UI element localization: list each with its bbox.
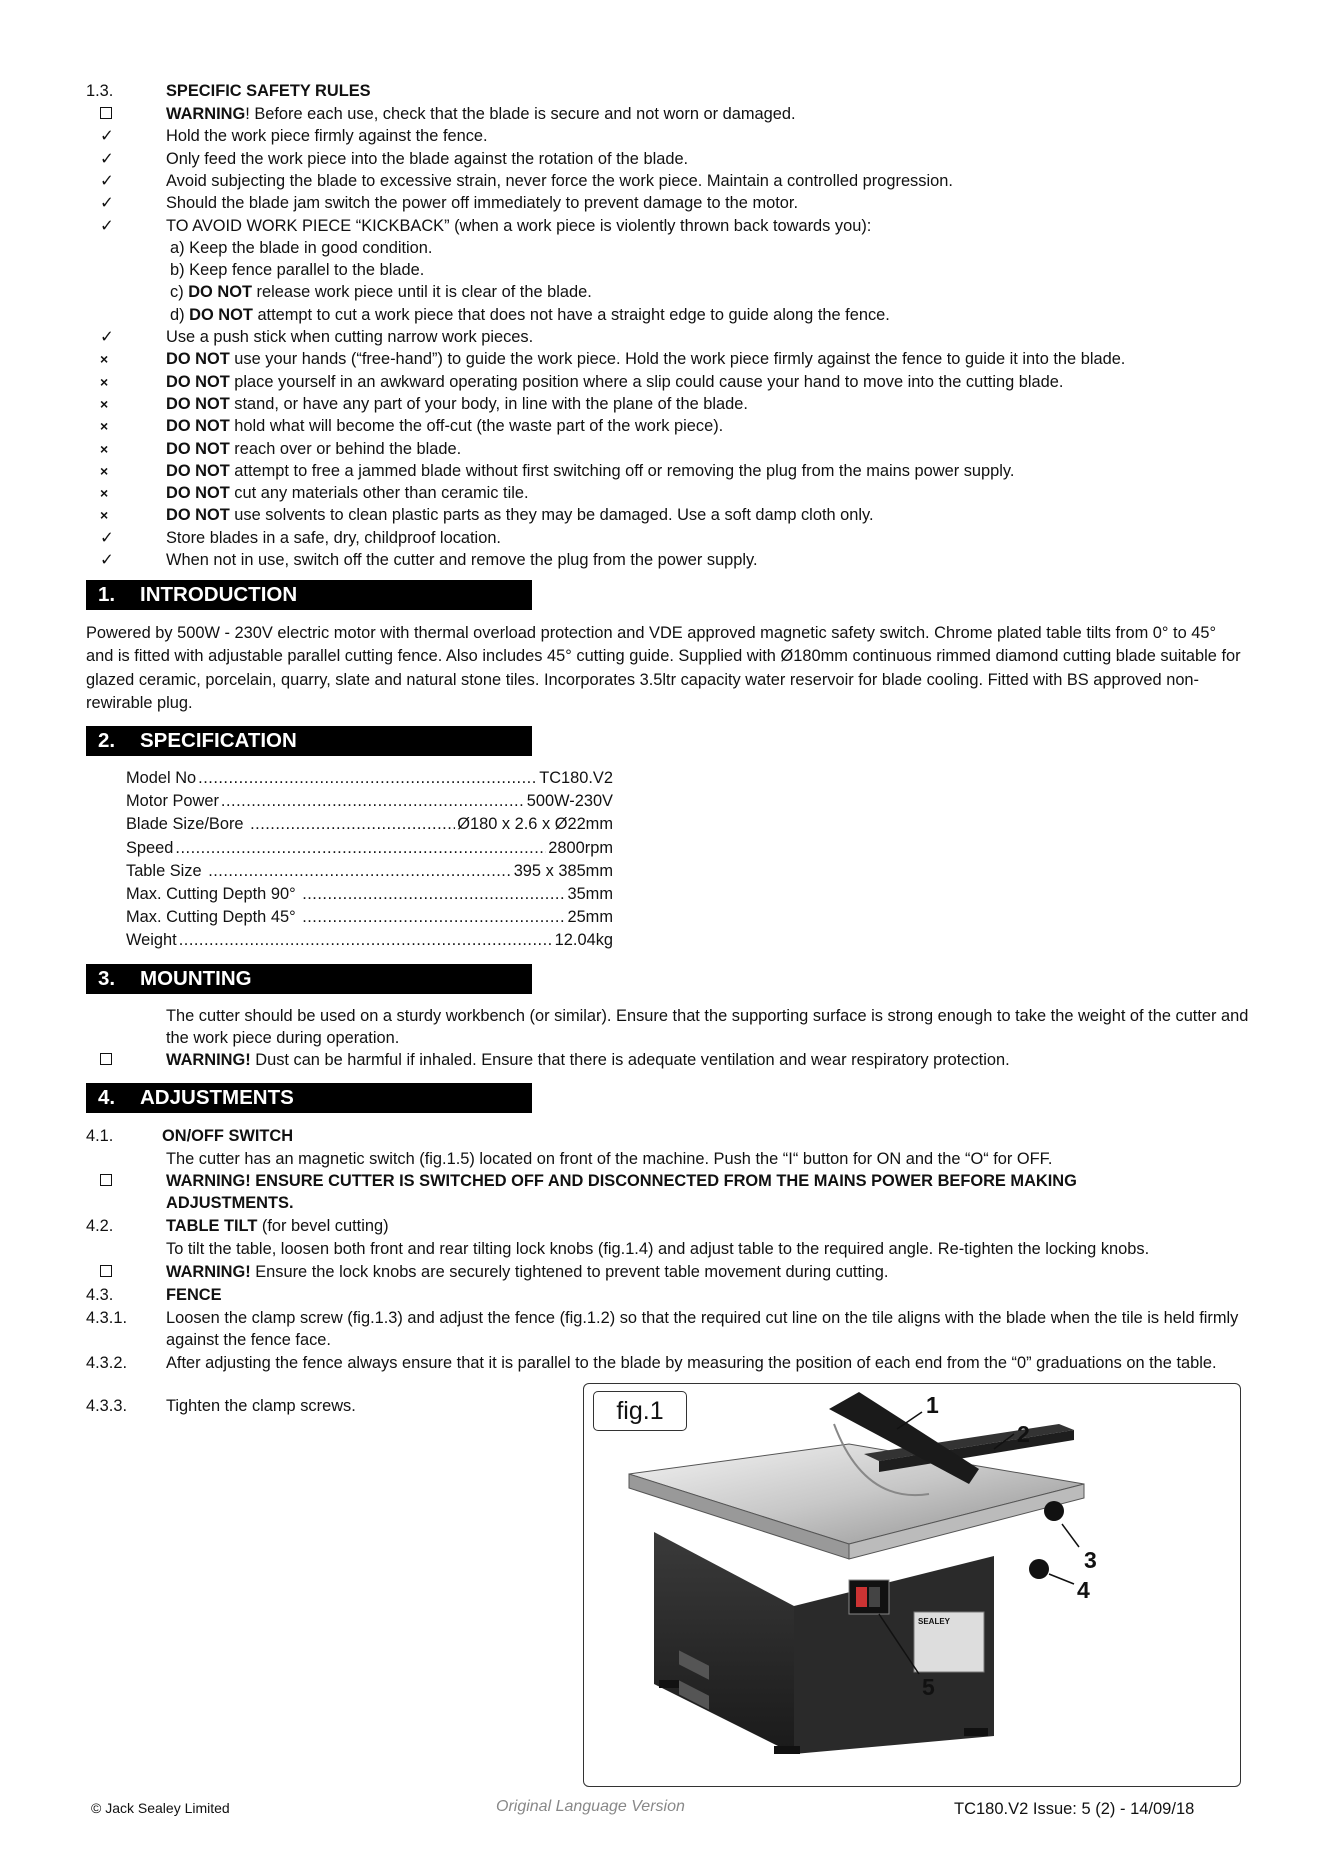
- rule-text: [166, 371, 1063, 393]
- rule-text: [166, 192, 798, 214]
- warning-text: WARNING! ENSURE CUTTER IS SWITCHED OFF AND DISCONNECTED FROM THE MAINS POWER BEFORE MAKING: [166, 1172, 1077, 1190]
- dot-leader: [250, 813, 455, 836]
- rule-body: Keep the blade in good condition.: [189, 238, 433, 257]
- subitem-letter: b): [170, 261, 190, 280]
- warning-label: WARNING!: [166, 1263, 251, 1281]
- rule-body: use your hands (“free-hand”) to guide the work piece. Hold the work piece firmly against the fence to guide it into the blade.: [229, 350, 1126, 369]
- check-icon: ✓: [100, 328, 114, 346]
- section-number: 2.: [98, 729, 116, 752]
- check-icon: ✓: [100, 216, 114, 235]
- rule-body: Hold the work piece firmly against the fence.: [166, 127, 488, 146]
- spec-label: Weight: [126, 931, 177, 950]
- callout-3: 3: [1084, 1547, 1097, 1573]
- spec-row: [126, 790, 613, 813]
- spec-row: [126, 813, 613, 836]
- rule-body: ! Before each use, check that the blade is secure and not worn or damaged.: [245, 105, 796, 123]
- spec-row: [126, 906, 613, 929]
- figure-label: fig.1: [593, 1391, 687, 1431]
- spec-value: 395 x 385mm: [513, 861, 613, 880]
- rule-body: use solvents to clean plastic parts as they may be damaged. Use a soft damp cloth only.: [229, 506, 874, 525]
- rule-body: Store blades in a safe, dry, childproof location.: [166, 528, 501, 547]
- check-icon: ✓: [100, 149, 114, 168]
- paragraph-text: To tilt the table, loosen both front and rear tilting lock knobs (fig.1.4) and adjust table to the required angle. Re-tighten the locking knobs.: [166, 1240, 1150, 1258]
- callout-1: 1: [926, 1392, 939, 1418]
- rule-text: [166, 170, 953, 192]
- spec-label: Blade Size/Bore: [126, 815, 249, 834]
- spec-value: 35mm: [567, 884, 613, 903]
- section-number: 4.: [98, 1086, 116, 1109]
- spec-value: 25mm: [567, 908, 613, 927]
- spec-label: Max. Cutting Depth 45°: [126, 908, 301, 927]
- section-title: SPECIFIC SAFETY RULES: [166, 82, 371, 100]
- check-icon: ✓: [100, 194, 114, 213]
- rule-emphasis: DO NOT: [166, 484, 230, 503]
- section-title: SPECIFICATION: [140, 729, 297, 752]
- section-bar-specification: [86, 726, 532, 756]
- spec-label: Motor Power: [126, 792, 219, 811]
- rule-emphasis: DO NOT: [166, 461, 230, 480]
- spec-row: [126, 767, 613, 790]
- check-icon: ✓: [100, 528, 114, 547]
- rule-body: release work piece until it is clear of the blade.: [251, 283, 592, 302]
- rule-emphasis: WARNING: [166, 105, 246, 123]
- rule-body: place yourself in an awkward operating position where a slip could cause your hand to move into the cutting blade.: [229, 372, 1064, 391]
- rule-emphasis: DO NOT: [189, 305, 253, 324]
- check-icon: ✓: [100, 127, 114, 146]
- section-bar-mounting: [86, 964, 532, 994]
- rule-text: [166, 348, 1125, 370]
- specification-table: [126, 767, 613, 953]
- section-number: 1.: [98, 583, 116, 606]
- section-title: INTRODUCTION: [140, 583, 298, 606]
- paragraph-text: Tighten the clamp screws.: [166, 1397, 356, 1415]
- spec-value: 2800rpm: [548, 838, 613, 857]
- rule-body: Should the blade jam switch the power off immediately to prevent damage to the motor.: [166, 194, 798, 213]
- cross-icon: ×: [100, 485, 109, 502]
- rule-body: Use a push stick when cutting narrow work pieces.: [166, 328, 534, 346]
- rule-body: attempt to cut a work piece that does not have a straight edge to guide along the fence.: [252, 305, 890, 324]
- rule-text: [166, 527, 501, 549]
- paragraph-text: Loosen the clamp screw (fig.1.3) and adjust the fence (fig.1.2) so that the required cut line on the tile aligns with the blade when the tile is held firmly against the fence face.: [166, 1309, 1239, 1349]
- cross-icon: ×: [100, 507, 109, 524]
- warning-text: Ensure the lock knobs are securely tightened to prevent table movement during cutting.: [250, 1263, 889, 1281]
- cross-icon: ×: [100, 462, 109, 479]
- figure-1: [583, 1383, 1241, 1787]
- rule-text: [166, 125, 488, 147]
- rule-text: [166, 148, 688, 170]
- subsection-number: 4.1.: [86, 1127, 114, 1145]
- spec-value: 500W-230V: [526, 792, 613, 811]
- section-number: 1.3.: [86, 82, 114, 100]
- spec-label: Speed: [126, 838, 174, 857]
- rule-emphasis: DO NOT: [166, 372, 230, 391]
- paragraph-text: The cutter has an magnetic switch (fig.1.5) located on front of the machine. Push the “I“ button for ON and the “O“ for OFF.: [166, 1150, 1053, 1168]
- dot-leader: [198, 767, 537, 790]
- rule-body: cut any materials other than ceramic tile.: [229, 484, 529, 503]
- rule-text: [166, 215, 871, 237]
- rule-emphasis: DO NOT: [166, 394, 230, 413]
- spec-value: 12.04kg: [554, 931, 613, 950]
- footer-issue-info: TC180.V2 Issue: 5 (2) - 14/09/18: [954, 1800, 1195, 1818]
- callout-4: 4: [1077, 1577, 1090, 1603]
- warning-label: WARNING!: [166, 1051, 251, 1069]
- dot-leader: [302, 883, 565, 906]
- spec-label: Model No: [126, 769, 197, 787]
- cross-icon: ×: [100, 351, 109, 368]
- check-icon: ✓: [100, 171, 114, 190]
- cross-icon: ×: [100, 418, 109, 435]
- subsection-number: 4.3.3.: [86, 1397, 128, 1415]
- spec-row: [126, 837, 613, 860]
- rule-text: [166, 103, 796, 125]
- rule-text: [166, 482, 529, 504]
- badge-brand: SEALEY: [918, 1617, 951, 1626]
- checkbox-icon: [100, 103, 170, 125]
- subsection-number: 4.3.1.: [86, 1309, 128, 1327]
- warning-text: Dust can be harmful if inhaled. Ensure that there is adequate ventilation and wear respiratory protection.: [250, 1051, 1010, 1069]
- subsection-number: 4.3.: [86, 1286, 114, 1304]
- callout-5: 5: [922, 1674, 935, 1700]
- rule-text: [166, 438, 461, 460]
- check-icon: ✓: [100, 551, 114, 569]
- spec-row: [126, 929, 613, 952]
- rule-body: stand, or have any part of your body, in line with the plane of the blade.: [229, 394, 748, 413]
- cross-icon: ×: [100, 440, 109, 457]
- subsection-number: 4.3.2.: [86, 1354, 128, 1372]
- rule-text: [166, 415, 723, 437]
- subsection-title: TABLE TILT: [166, 1217, 258, 1235]
- subsection-number: 4.2.: [86, 1217, 114, 1235]
- rule-text: [170, 281, 592, 303]
- rule-text: [170, 237, 432, 259]
- rule-body: hold what will become the off-cut (the waste part of the work piece).: [229, 417, 724, 436]
- dot-leader: [175, 837, 546, 860]
- spec-row: [126, 883, 613, 906]
- rule-emphasis: DO NOT: [166, 350, 230, 369]
- subitem-letter: d): [170, 305, 190, 324]
- spec-row: [126, 860, 613, 883]
- rule-text: [166, 549, 758, 571]
- rule-emphasis: DO NOT: [166, 439, 230, 458]
- section-bar-introduction: [86, 580, 532, 610]
- rule-text: [166, 326, 533, 348]
- rule-body: attempt to free a jammed blade without first switching off or removing the plug from the mains power supply.: [229, 461, 1015, 480]
- rule-text: [166, 460, 1014, 482]
- dot-leader: [221, 790, 525, 813]
- rule-body: reach over or behind the blade.: [229, 439, 462, 458]
- spec-label: Table Size: [126, 861, 207, 880]
- rule-body: Only feed the work piece into the blade against the rotation of the blade.: [166, 149, 689, 168]
- tilt-lock-knob: [1029, 1559, 1049, 1579]
- clamp-screw-knob: [1044, 1501, 1064, 1521]
- rule-text: [166, 393, 748, 415]
- spec-value: TC180.V2: [539, 769, 613, 787]
- paragraph-text: The cutter should be used on a sturdy workbench (or similar). Ensure that the supporting surface is strong enough to take the weight of the cutter and the work piece during operation.: [166, 1007, 1249, 1047]
- subitem-letter: a): [170, 238, 190, 257]
- spec-value: Ø180 x 2.6 x Ø22mm: [457, 815, 613, 834]
- section-number: 3.: [98, 967, 116, 990]
- rule-body: TO AVOID WORK PIECE “KICKBACK” (when a work piece is violently thrown back towards you):: [166, 216, 872, 235]
- cutter-table: [629, 1444, 1084, 1544]
- rule-emphasis: DO NOT: [188, 283, 252, 302]
- subsection-title: ON/OFF SWITCH: [162, 1127, 294, 1145]
- paragraph-text: After adjusting the fence always ensure that it is parallel to the blade by measuring the position of each end from the “0” graduations on the table.: [166, 1354, 1217, 1372]
- subsection-title-note: (for bevel cutting): [257, 1217, 389, 1235]
- section-title: MOUNTING: [140, 967, 252, 990]
- spec-label: Max. Cutting Depth 90°: [126, 884, 301, 903]
- rule-body: Avoid subjecting the blade to excessive strain, never force the work piece. Maintain a controlled progression.: [166, 171, 953, 190]
- subitem-letter: c): [170, 283, 189, 302]
- section-title: ADJUSTMENTS: [140, 1086, 294, 1109]
- dot-leader: [179, 929, 553, 952]
- cross-icon: ×: [100, 373, 109, 390]
- rule-emphasis: DO NOT: [166, 417, 230, 436]
- rule-body: Keep fence parallel to the blade.: [189, 261, 425, 280]
- rule-text: [170, 259, 424, 281]
- dot-leader: [208, 860, 512, 883]
- subsection-title: FENCE: [166, 1286, 222, 1304]
- section-bar-adjustments: [86, 1083, 532, 1113]
- rule-text: [166, 504, 874, 526]
- rule-text: [170, 304, 890, 326]
- rule-body: When not in use, switch off the cutter and remove the plug from the power supply.: [166, 551, 758, 569]
- checkbox-icon: [100, 1170, 170, 1192]
- cutter-side-panel: [654, 1532, 794, 1754]
- tile-cutter-illustration: [584, 1384, 1240, 1786]
- footer-copyright: © Jack Sealey Limited: [91, 1800, 230, 1816]
- dot-leader: [302, 906, 565, 929]
- rule-emphasis: DO NOT: [166, 506, 230, 525]
- warning-text: ADJUSTMENTS.: [166, 1194, 294, 1212]
- checkbox-icon: [100, 1261, 170, 1283]
- callout-2: 2: [1017, 1421, 1030, 1447]
- checkbox-icon: [100, 1049, 170, 1071]
- footer-language-note: Original Language Version: [496, 1798, 685, 1815]
- cross-icon: ×: [100, 395, 109, 412]
- introduction-text: Powered by 500W - 230V electric motor with thermal overload protection and VDE approved magnetic safety switch. Chrome plated table tilts from 0° to 45° and is fitted with adjustable parallel cutting fence. Also includes 45° cutting guide. Supplied with Ø180mm continuous rimmed diamond cutting blade suitable for glazed ceramic, porcelain, quarry, slate and natural stone tiles. Incorporates 3.5ltr capacity water reservoir for blade cooling. Fitted with BS approved non-rewirable plug.: [86, 624, 1241, 712]
